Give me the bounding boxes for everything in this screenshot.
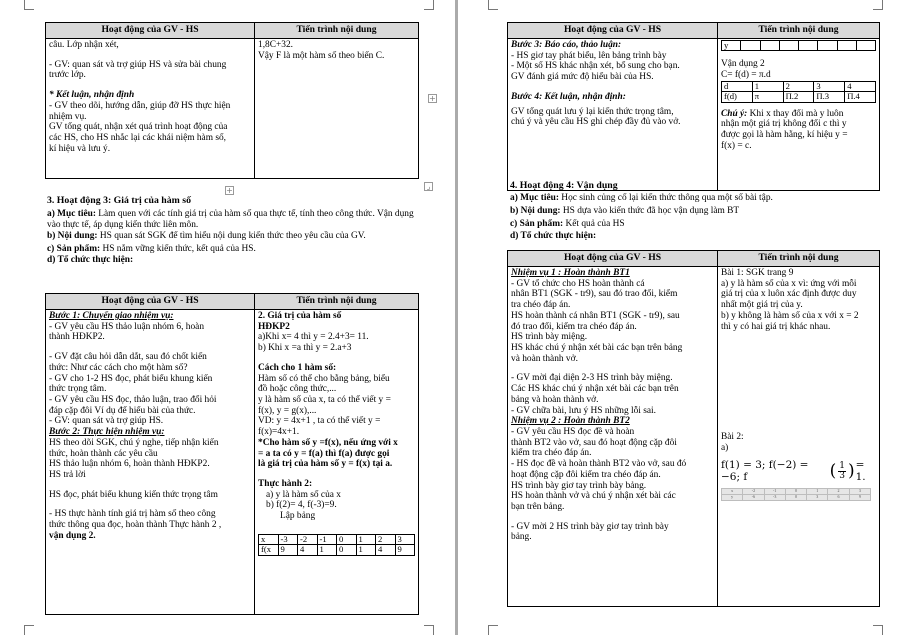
column-header-activity: Hoạt động của GV - HS xyxy=(508,23,718,39)
exercise-heading: Bài 1: SGK trang 9 xyxy=(721,267,794,278)
text-line: các HS, cho HS nhắc lại các khái niệm hàm số, xyxy=(49,132,227,143)
objective-text: Làm quen với các tính giá trị của hàm số qua thực tế, tính theo công thức. Vận dụng vào thực tế, áp dụng kiến thức liên môn. xyxy=(47,209,414,230)
table-cell xyxy=(856,40,875,50)
text-line: thức trọng tâm. xyxy=(49,384,107,395)
text-line: GV đánh giá mức độ hiểu bài của HS. xyxy=(511,72,654,83)
column-header-activity: Hoạt động của GV - HS xyxy=(46,23,255,39)
note-label: Chú ý: xyxy=(721,108,748,119)
table-cell: 1 xyxy=(356,534,376,544)
exercise-heading: Bài 2: xyxy=(721,432,744,443)
text-line: thành BT2 vào vở, sau đó hoạt động cặp đôi xyxy=(511,437,677,448)
note-paragraph xyxy=(721,109,876,120)
table-cell: 2 xyxy=(783,81,814,91)
text-line: Hàm số có thể cho bằng bảng, biểu xyxy=(258,373,390,384)
progress-cell xyxy=(255,309,419,614)
table-cell: 2 xyxy=(376,534,396,544)
text-line: - GV mời 2 HS trình bày giơ tay trình bày xyxy=(511,521,669,532)
table-cell xyxy=(741,40,760,50)
activity-table-3 xyxy=(507,22,880,191)
table-cell xyxy=(760,40,779,50)
text-line: VD: y = 4x+1 , ta có thể viết y = xyxy=(258,416,381,427)
carryover-table xyxy=(721,40,876,51)
table-cell: -2 xyxy=(298,534,318,544)
table-cell: Π.3 xyxy=(814,92,845,102)
value-table-wrapper xyxy=(258,534,415,556)
fraction-denominator: 3 xyxy=(839,471,845,482)
text-line: HS đọc, phát biểu khung kiến thức trọng tâm xyxy=(49,489,218,500)
table-cell: 1 xyxy=(356,545,376,555)
table-cell: -3 xyxy=(278,534,298,544)
table-cell: Π.4 xyxy=(845,92,876,102)
table-cell: 0 xyxy=(337,534,357,544)
text-line: a) y là hàm số của x vì: ứng với mỗi xyxy=(721,278,857,289)
text-line: thức thông qua đọc, hoàn thành Thực hành 2 , xyxy=(49,520,222,531)
table-cell xyxy=(837,40,856,50)
activity-3-section xyxy=(47,195,417,266)
formula-line: C= f(d) = π.d xyxy=(721,70,771,81)
text-line: đó trao đổi, kiểm tra chéo đáp án. xyxy=(511,321,637,332)
text-line: HS trình bày giơ tay trình bày bảng. xyxy=(511,480,647,491)
activity-table-1 xyxy=(45,22,419,179)
text-line: - Một số HS khác nhận xét, bổ sung cho bạn. xyxy=(511,61,680,72)
activity-cell xyxy=(46,38,255,178)
table-cell: 3 xyxy=(807,494,828,500)
text-line: - HS đọc đề và hoàn thành BT2 vào vở, sau đó xyxy=(511,459,687,470)
table-cell: -2 xyxy=(743,488,764,494)
activity-cell xyxy=(508,38,718,190)
table-cell: 0 xyxy=(785,494,806,500)
table-cell: f(x xyxy=(259,545,279,555)
formula-text: = 1. xyxy=(855,458,866,483)
subsection-label: HĐKP2 xyxy=(258,321,290,332)
formula-paren: ( xyxy=(829,461,837,482)
task-heading: Nhiệm vụ 2 : Hoàn thành BT2 xyxy=(511,416,630,427)
activity-table-4 xyxy=(507,250,880,607)
text-line: a) y là hàm số của x xyxy=(266,489,341,500)
fraction xyxy=(838,462,846,481)
table-cell: Π.2 xyxy=(783,92,814,102)
progress-cell xyxy=(718,38,880,190)
table-cell: f(d) xyxy=(722,92,753,102)
text-line: bảng. xyxy=(511,532,532,543)
crop-mark xyxy=(488,0,498,10)
table-add-row-handle[interactable]: + xyxy=(226,186,233,195)
section-title: 3. Hoạt động 3: Giá trị của hàm số xyxy=(47,195,191,206)
table-cell: y xyxy=(722,494,743,500)
table-resize-handle[interactable]: ⌟ xyxy=(424,182,433,191)
crop-mark xyxy=(24,625,34,635)
crop-mark xyxy=(424,0,434,10)
content-paragraph xyxy=(47,231,417,242)
text-line: a)Khi x= 4 thì y = 2.4+3= 11. xyxy=(258,332,369,343)
formula-text: f(1) = 3; f(−2) = −6; f xyxy=(721,458,809,483)
function-values-formula xyxy=(721,460,876,484)
table-cell: 9 xyxy=(278,545,298,555)
table-cell: 9 xyxy=(849,494,870,500)
table-cell xyxy=(818,40,837,50)
table-cell: x xyxy=(722,488,743,494)
small-value-table-wrapper xyxy=(721,488,876,501)
organization-heading: d) Tổ chức thực hiện: xyxy=(47,255,134,266)
text-line: HS khác chú ý nhận xét bài các bạn trên bảng xyxy=(511,342,683,353)
small-value-table xyxy=(721,488,871,501)
column-header-activity: Hoạt động của GV - HS xyxy=(46,294,255,310)
text-line: Các HS khác chú ý nhận xét bài các bạn trên xyxy=(511,384,679,395)
text-line: HS thảo luận nhóm 6, hoàn thành HĐKP2. xyxy=(49,459,210,470)
text-line: chú ý và yêu cầu HS ghi chép đầy đủ vào vở. xyxy=(511,117,681,128)
text-line: a) xyxy=(721,442,729,453)
text-line: - GV: quan sát và trợ giúp HS. xyxy=(49,416,164,427)
objective-label: a) Mục tiêu: xyxy=(510,193,559,204)
table-cell: 2 xyxy=(828,488,849,494)
table-cell: 9 xyxy=(395,545,415,555)
text-line: vận dụng 2. xyxy=(49,530,96,541)
text-line: nhiệm vụ. xyxy=(49,111,87,122)
table-cell: -3 xyxy=(764,494,785,500)
content-label: b) Nội dung: xyxy=(47,230,98,241)
fraction-numerator: 1 xyxy=(839,461,845,472)
text-line: y là hàm số của x, ta có thể viết y = xyxy=(258,394,391,405)
organization-heading: d) Tổ chức thực hiện: xyxy=(510,231,597,242)
product-text: HS nắm vững kiến thức, kết quả của HS. xyxy=(102,244,256,255)
content-paragraph xyxy=(510,206,880,217)
text-line: trước lớp. xyxy=(49,70,86,81)
table-add-column-handle[interactable]: + xyxy=(429,94,436,103)
text-line: nhất một giá trị của y. xyxy=(721,300,803,311)
formula-paren: ) xyxy=(847,461,855,482)
text-line: đồ hoặc công thức,... xyxy=(258,384,337,395)
text-line: - GV yêu cầu HS đọc, thảo luận, trao đổi hỏi xyxy=(49,394,217,405)
crop-mark xyxy=(873,625,883,635)
conclusion-heading: * Kết luận, nhận định xyxy=(49,90,135,101)
text-line: GV tổng quát lưu ý lại kiến thức trọng tâm, xyxy=(511,106,674,117)
text-line: - GV theo dõi, hướng dẫn, giúp đỡ HS thực hiện xyxy=(49,100,231,111)
text-line: - GV chữa bài, lưu ý HS những lỗi sai. xyxy=(511,405,657,416)
table-cell xyxy=(799,40,818,50)
crop-mark xyxy=(424,625,434,635)
document-page-right xyxy=(458,0,910,635)
text-line: hoạt động cặp đôi kiểm tra chéo đáp án. xyxy=(511,469,661,480)
product-text: Kết quả của HS xyxy=(565,218,625,229)
subsection-label: Thực hành 2: xyxy=(258,478,313,489)
text-line: - GV: quan sát và trợ giúp HS và sửa bài chung xyxy=(49,59,227,70)
table-cell: 1 xyxy=(807,488,828,494)
table-cell: 1 xyxy=(317,545,337,555)
text-line: HS hoàn thành cá nhân BT1 (SGK - tr9), sau xyxy=(511,310,680,321)
text-line: HS theo dõi SGK, chú ý nghe, tiếp nhận kiến xyxy=(49,437,219,448)
circumference-table xyxy=(721,81,876,103)
content-text: HS quan sát SGK để tìm hiểu nội dung kiến thức theo yêu cầu của GV. xyxy=(99,230,366,241)
progress-cell xyxy=(718,266,880,606)
text-line: HS hoàn thành vở và chú ý nhận xét bài các xyxy=(511,491,676,502)
table-cell: 0 xyxy=(785,488,806,494)
text-line: Vậy F là một hàm số theo biến C. xyxy=(258,50,385,61)
table-cell xyxy=(779,40,798,50)
objective-paragraph xyxy=(47,209,417,230)
text-line: bảng và hoàn thành vở. xyxy=(511,394,599,405)
table-cell: -6 xyxy=(743,494,764,500)
crop-mark xyxy=(488,625,498,635)
content-text: HS dựa vào kiến thức đã học vận dụng làm BT xyxy=(562,205,740,216)
text-line: HS trả lời xyxy=(49,469,86,480)
text-line: - GV tổ chức cho HS hoàn thành cá xyxy=(511,278,645,289)
objective-paragraph xyxy=(510,193,880,204)
table-cell: 3 xyxy=(849,488,870,494)
note-line: = a ta có y = f(a) thì f(a) được gọi xyxy=(258,448,390,459)
table-cell: 3 xyxy=(814,81,845,91)
table-cell: 0 xyxy=(337,545,357,555)
text-line: tra chéo đáp án. xyxy=(511,300,571,311)
text-line: 1,8C+32. xyxy=(258,39,293,50)
table-cell: x xyxy=(259,534,279,544)
text-line: f(x)=4x+1. xyxy=(258,427,300,438)
table-cell: 4 xyxy=(376,545,396,555)
text-line: thức: Như các cách cho một hàm số? xyxy=(49,362,188,373)
table-cell: y xyxy=(722,40,741,50)
product-paragraph xyxy=(510,219,880,230)
progress-cell xyxy=(255,38,419,178)
column-header-progress: Tiến trình nội dung xyxy=(255,294,419,310)
text-line: Vận dụng 2 xyxy=(721,59,765,70)
text-line: nhận một giá trị không đổi c thì y xyxy=(721,119,847,130)
text-line: thức, hoàn thành các yêu cầu xyxy=(49,448,158,459)
product-label: c) Sản phẩm: xyxy=(47,244,101,255)
text-line: - GV đặt câu hỏi dẫn dắt, sau đó chốt kiến xyxy=(49,352,207,363)
table-cell: d xyxy=(722,81,753,91)
objective-text: Học sinh củng cố lại kiến thức thông qua một số bài tập. xyxy=(561,193,773,204)
text-line: kiểm tra chéo đáp án. xyxy=(511,448,592,459)
table-cell: π xyxy=(752,92,783,102)
crop-mark xyxy=(24,0,34,10)
subsection-label: Cách cho 1 hàm số: xyxy=(258,362,337,373)
text-line: - GV yêu cầu HS thảo luận nhóm 6, hoàn xyxy=(49,321,205,332)
text-line: nhân BT1 (SGK - tr9), sau đó trao đổi, kiểm xyxy=(511,289,678,300)
content-label: b) Nội dung: xyxy=(510,205,561,216)
activity-cell xyxy=(508,266,718,606)
column-header-progress: Tiến trình nội dung xyxy=(255,23,419,39)
product-paragraph xyxy=(47,244,417,255)
table-cell: 4 xyxy=(845,81,876,91)
text-line: - GV mời đại diện 2-3 HS trình bày miệng. xyxy=(511,373,673,384)
text-line: - GV cho 1-2 HS đọc, phát biểu khung kiến xyxy=(49,373,213,384)
table-cell: -1 xyxy=(317,534,337,544)
text-line: và hoàn thành vở. xyxy=(511,353,578,364)
text-line: b) f(2)= 4, f(-3)=9. xyxy=(266,500,337,511)
note-line: *Cho hàm số y =f(x), nếu ứng với x xyxy=(258,437,398,448)
table-cell: 1 xyxy=(752,81,783,91)
step-heading: Bước 3: Báo cáo, thảo luận: xyxy=(511,39,622,50)
text-line: HS trình bày miệng. xyxy=(511,332,588,343)
table-cell: -1 xyxy=(764,488,785,494)
step-heading: Bước 1: Chuyển giao nhiệm vụ: xyxy=(49,310,174,321)
table-cell: 6 xyxy=(828,494,849,500)
text-line: - HS giơ tay phát biểu, lên bảng trình bày xyxy=(511,50,667,61)
objective-label: a) Mục tiêu: xyxy=(47,209,96,220)
step-heading: Bước 4: Kết luận, nhận định: xyxy=(511,91,626,102)
text-line: thành HĐKP2. xyxy=(49,332,105,343)
text-line: f(x), y = g(x),... xyxy=(258,405,317,416)
column-header-progress: Tiến trình nội dung xyxy=(718,251,880,267)
text-line: kí hiệu và lưu ý. xyxy=(49,143,111,154)
crop-mark xyxy=(873,0,883,10)
activity-table-2 xyxy=(45,293,419,615)
text-line: câu. Lớp nhận xét, xyxy=(49,39,119,50)
activity-4-section xyxy=(510,180,880,242)
table-cell: 3 xyxy=(395,534,415,544)
text-line: GV tổng quát, nhận xét quá trình hoạt động của xyxy=(49,122,228,133)
text-line: b) Khi x =a thì y = 2.a+3 xyxy=(258,343,352,354)
function-value-table xyxy=(258,534,415,556)
text-line: - HS thực hành tính giá trị hàm số theo công xyxy=(49,509,216,520)
text-line: b) y không là hàm số của x với x = 2 xyxy=(721,310,859,321)
step-heading: Bước 2: Thực hiện nhiệm vụ: xyxy=(49,427,165,438)
text-line: giá trị của x luôn xác định được duy xyxy=(721,289,857,300)
task-heading: Nhiệm vụ 1 : Hoàn thành BT1 xyxy=(511,267,630,278)
text-line: - GV yêu cầu HS đọc đề và hoàn xyxy=(511,426,635,437)
section-title: 4. Hoạt động 4: Vận dụng xyxy=(510,180,618,191)
activity-cell xyxy=(46,309,255,614)
text-line: được gọi là hàm hằng, kí hiệu y = xyxy=(721,130,848,141)
text-line: Khi x thay đổi mà y luôn xyxy=(747,108,844,119)
text-line: Lập bảng xyxy=(280,511,316,522)
product-label: c) Sản phẩm: xyxy=(510,218,564,229)
column-header-activity: Hoạt động của GV - HS xyxy=(508,251,718,267)
table-cell: 4 xyxy=(298,545,318,555)
column-header-progress: Tiến trình nội dung xyxy=(718,23,880,39)
text-line: f(x) = c. xyxy=(721,140,752,151)
text-line: bạn trên bảng. xyxy=(511,502,565,513)
text-line: đáp cặp đôi Ví dụ để hiểu bài của thức. xyxy=(49,405,196,416)
subsection-title: 2. Giá trị của hàm số xyxy=(258,310,342,321)
text-line: thì y có hai giá trị khác nhau. xyxy=(721,321,831,332)
note-line: là giá trị của hàm số y = f(x) tại a. xyxy=(258,459,393,470)
